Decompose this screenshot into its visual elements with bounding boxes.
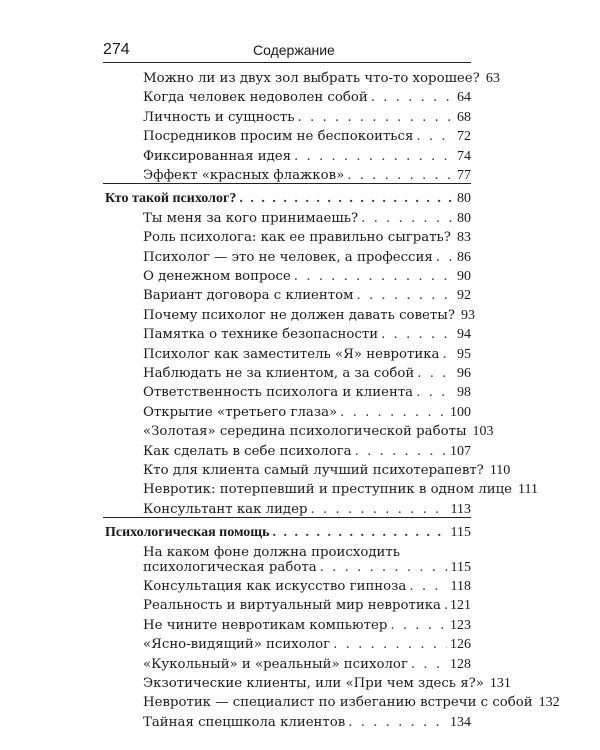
toc-entry: Реальность и виртуальный мир невротика . . . 121 — [143, 598, 471, 614]
toc-entry: Консультация как искусство гипноза . . . 118 — [143, 579, 471, 595]
toc-entry: Невротик: потерпевший и преступник в одном лице 111 — [143, 482, 538, 498]
toc-entry: «Золотая» середина психологической работы 103 — [143, 424, 494, 440]
toc-entry: Эффект «красных флажков» . . . 77 — [143, 168, 471, 184]
toc-entry: Памятка о технике безопасности . . . 94 — [143, 327, 471, 343]
toc-entry: психологическая работа . . . 115 — [143, 560, 471, 576]
toc-entry: Когда человек недоволен собой . . . 64 — [143, 90, 471, 106]
toc-section: Кто такой психолог? . . . 80 — [105, 191, 471, 207]
toc-entry: Можно ли из двух зол выбрать что-то хорошее? 63 — [143, 71, 500, 86]
toc-entry: Личность и сущность . . . 68 — [143, 110, 471, 126]
toc-entry: Почему психолог не должен давать советы? 93 — [143, 307, 475, 323]
toc-entry: Невротик — специалист по избеганию встречи с собой 132 — [143, 695, 560, 711]
toc-entry: Экзотические клиенты, или «При чем здесь я?» 131 — [143, 676, 511, 691]
toc-entry: Ты меня за кого принимаешь? . . . 80 — [143, 211, 471, 227]
toc-entry: Консультант как лидер . . . 113 — [143, 502, 471, 518]
toc-entry: «Кукольный» и «реальный» психолог . . . 128 — [143, 657, 471, 673]
toc-section: Психологическая помощь . . . 115 — [105, 525, 471, 541]
page-title: Содержание — [253, 42, 335, 58]
section-divider — [103, 183, 471, 184]
toc-entry: Фиксированная идея . . . 74 — [143, 149, 471, 165]
toc-entry: Роль психолога: как ее правильно сыграть? . . . 83 — [143, 230, 471, 246]
toc-entry: Вариант договора с клиентом . . . 92 — [143, 288, 471, 304]
toc-entry: Ответственность психолога и клиента . . . 98 — [143, 385, 471, 401]
toc-entry: О денежном вопросе . . . 90 — [143, 269, 471, 285]
toc-entry: Посредников просим не беспокоиться . . . 72 — [143, 129, 471, 145]
section-divider — [103, 517, 471, 518]
page-number: 274 — [103, 41, 130, 58]
toc-entry: Наблюдать не за клиентом, а за собой . . . 96 — [143, 366, 471, 382]
toc-entry-first-line: На каком фоне должна происходить — [143, 544, 400, 560]
toc-entry: «Ясно-видящий» психолог . . . 126 — [143, 637, 471, 653]
page-header — [103, 38, 471, 63]
toc-entry: Открытие «третьего глаза» . . . 100 — [143, 405, 471, 421]
toc-entry: Психолог — это не человек, а профессия . . . 86 — [143, 250, 471, 266]
toc-entry: Как сделать в себе психолога . . . 107 — [143, 444, 471, 460]
toc-entry: Тайная спецшкола клиентов . . . 134 — [143, 715, 471, 731]
toc-entry: Не чините невротикам компьютер . . . 123 — [143, 618, 471, 634]
toc-entry: Психолог как заместитель «Я» невротика . . . 95 — [143, 347, 471, 363]
toc-entry: Кто для клиента самый лучший психотерапевт? 110 — [143, 463, 511, 478]
